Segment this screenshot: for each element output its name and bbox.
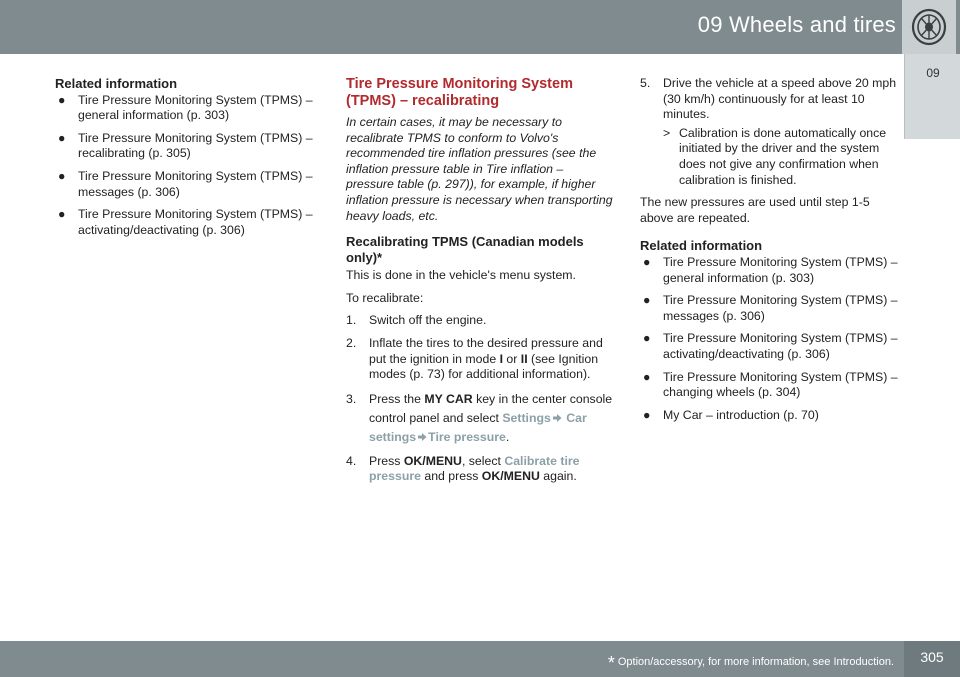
bullet-icon: ●: [58, 207, 66, 222]
list-item[interactable]: ● My Car – introduction (p. 70): [643, 407, 819, 422]
steps-list: [346, 313, 614, 485]
page-number: 305: [920, 649, 944, 665]
step-item: 5. Drive the vehicle at a speed above 20 mph (30 km/h) continuously for at least 10 minutes. > Calibration is done automatically once initiated by the driver and the system does not give any confirmation when calibration is finished.: [640, 76, 902, 188]
tire-icon: [911, 8, 947, 46]
bullet-icon: ●: [58, 92, 66, 107]
bullet-icon: ●: [643, 331, 651, 346]
footnote: * Option/accessory, for more information, see Introduction.: [607, 653, 894, 673]
result-arrow-icon: >: [663, 125, 671, 140]
related-info-list: [640, 255, 902, 423]
menu-path-settings: Settings: [502, 410, 551, 425]
chapter-tab-label: 09: [926, 66, 940, 80]
section-intro: In certain cases, it may be necessary to recalibrate TPMS to conform to Volvo's recommended tire inflation pressures (see the inflation pressure table in Tire inflation – pressure table (p. 297)), for example, if higher inflation pressure is necessary when transporting heavy loads, etc.: [346, 115, 613, 223]
list-item[interactable]: ● Tire Pressure Monitoring System (TPMS) – changing wheels (p. 304): [643, 369, 898, 400]
related-info-list: [55, 93, 315, 239]
page-number-box: [904, 641, 960, 677]
bullet-icon: ●: [58, 130, 66, 145]
related-info-heading: Related information: [640, 238, 763, 254]
list-item[interactable]: ● Tire Pressure Monitoring System (TPMS) – recalibrating (p. 305): [58, 130, 313, 161]
page-header: [0, 0, 960, 54]
bullet-icon: ●: [643, 254, 651, 269]
list-item[interactable]: ● Tire Pressure Monitoring System (TPMS) – activating/deactivating (p. 306): [58, 207, 313, 237]
step-result: > Calibration is done automatically once initiated by the driver and the system does not give any confirmation when calibration is finished.: [663, 125, 887, 187]
arrow-right-icon: [552, 413, 562, 423]
bullet-icon: ●: [643, 369, 651, 384]
bullet-icon: ●: [58, 168, 66, 183]
column-left: [55, 76, 315, 245]
paragraph: To recalibrate:: [346, 290, 424, 305]
paragraph: The new pressures are used until step 1-5 above are repeated.: [640, 195, 870, 225]
arrow-right-icon: [417, 432, 427, 442]
menu-path-tire-pressure: Tire pressure: [428, 429, 506, 444]
list-item[interactable]: ● Tire Pressure Monitoring System (TPMS) – activating/deactivating (p. 306): [643, 331, 898, 361]
chapter-tab[interactable]: [904, 54, 960, 139]
column-right: [640, 76, 902, 430]
list-item[interactable]: ● Tire Pressure Monitoring System (TPMS) – general information (p. 303): [58, 92, 313, 123]
chapter-title: 09 Wheels and tires: [697, 12, 896, 37]
step-item: 3. Press the MY CAR key in the center console control panel and select Settings Car settings Tire pressure.: [346, 391, 613, 444]
page-footer: [0, 641, 960, 677]
column-middle: [346, 76, 614, 492]
step-item: 1. Switch off the engine.: [346, 313, 487, 328]
chapter-icon-box: [902, 0, 956, 54]
list-item[interactable]: ● Tire Pressure Monitoring System (TPMS) – messages (p. 306): [643, 293, 898, 323]
step-item: 2. Inflate the tires to the desired pressure and put the ignition in mode I or II (see Ignition modes (p. 73) for additional information).: [346, 335, 603, 382]
step-item: 4. Press OK/MENU, select Calibrate tire pressure and press OK/MENU again.: [346, 453, 580, 484]
subsection-heading: Recalibrating TPMS (Canadian models only)*: [346, 234, 584, 266]
steps-list-continued: [640, 76, 902, 188]
section-title: Tire Pressure Monitoring System (TPMS) – recalibrating: [346, 76, 573, 109]
paragraph: This is done in the vehicle's menu system.: [346, 268, 576, 283]
bullet-icon: ●: [643, 293, 651, 308]
menu-path-car-settings: Car settings: [369, 410, 587, 444]
related-info-heading: Related information: [55, 76, 178, 91]
menu-path-calibrate: Calibrate tire pressure: [369, 453, 580, 484]
list-item[interactable]: ● Tire Pressure Monitoring System (TPMS) – messages (p. 306): [58, 168, 313, 199]
list-item[interactable]: ● Tire Pressure Monitoring System (TPMS) – general information (p. 303): [643, 254, 898, 285]
bullet-icon: ●: [643, 407, 651, 422]
